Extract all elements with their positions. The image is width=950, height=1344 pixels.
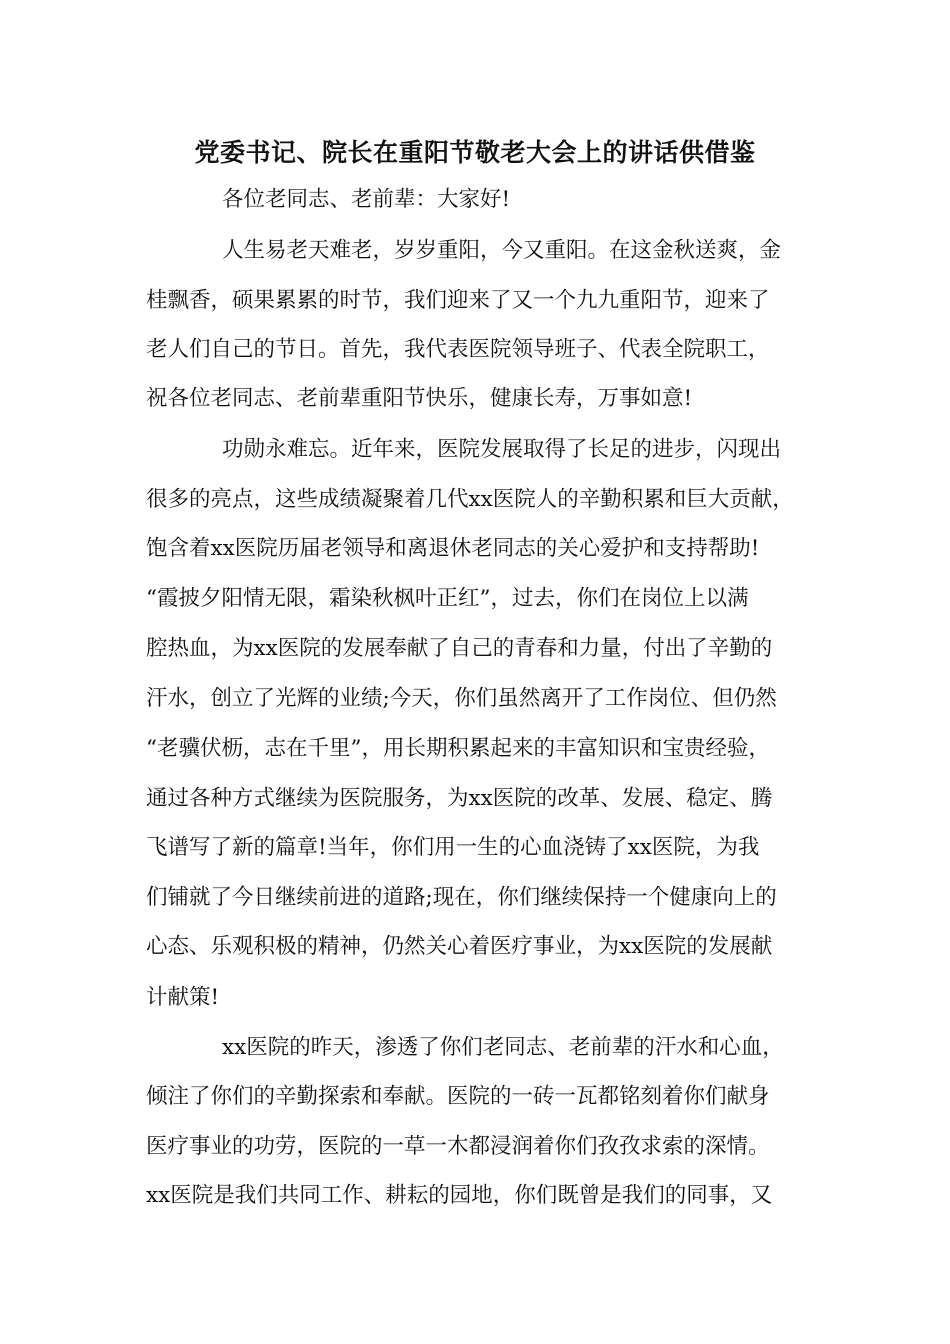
paragraph-line: 计献策! bbox=[146, 985, 220, 1010]
paragraph-line: 心态、乐观积极的精神，仍然关心着医疗事业，为xx医院的发展献 bbox=[146, 934, 773, 959]
paragraph-line: 通过各种方式继续为医院服务，为xx医院的改革、发展、稳定、腾 bbox=[146, 786, 773, 811]
paragraph-line: 饱含着xx医院历届老领导和离退休老同志的关心爱护和支持帮助! bbox=[146, 536, 760, 561]
paragraph-line: 们铺就了今日继续前进的道路;现在，你们继续保持一个健康向上的 bbox=[146, 885, 777, 910]
paragraph-line: 腔热血，为xx医院的发展奉献了自己的青春和力量，付出了辛勤的 bbox=[146, 636, 773, 661]
paragraph-line: 医疗事业的功劳，医院的一草一木都浸润着你们孜孜求索的深情。 bbox=[146, 1134, 770, 1159]
paragraph-line: 很多的亮点，这些成绩凝聚着几代xx医院人的辛勤积累和巨大贡献， bbox=[146, 487, 794, 512]
paragraph-line: 各位老同志、老前辈：大家好! bbox=[222, 187, 511, 212]
paragraph-line: “老骥伏枥，志在千里”，用长期积累起来的丰富知识和宝贵经验， bbox=[146, 736, 770, 761]
paragraph-line: 桂飘香，硕果累累的时节，我们迎来了又一个九九重阳节，迎来了 bbox=[146, 288, 770, 313]
paragraph-line: 倾注了你们的辛勤探索和奉献。医院的一砖一瓦都铭刻着你们献身 bbox=[146, 1084, 770, 1109]
paragraph-line: “霞披夕阳情无限，霜染秋枫叶正红”，过去，你们在岗位上以满 bbox=[146, 586, 749, 611]
paragraph-line: 飞谱写了新的篇章!当年，你们用一生的心血浇铸了xx医院，为我 bbox=[146, 835, 760, 860]
document-title: 党委书记、院长在重阳节敬老大会上的讲话供借鉴 bbox=[194, 138, 756, 167]
paragraph-line: 汗水，创立了光辉的业绩;今天，你们虽然离开了工作岗位、但仍然 bbox=[146, 686, 777, 711]
paragraph-line: 人生易老天难老，岁岁重阳，今又重阳。在这金秋送爽，金 bbox=[222, 238, 782, 263]
paragraph-line: xx医院的昨天，渗透了你们老同志、老前辈的汗水和心血， bbox=[222, 1035, 784, 1060]
paragraph-line: 老人们自己的节日。首先，我代表医院领导班子、代表全院职工， bbox=[146, 337, 770, 362]
paragraph-line: 功勋永难忘。近年来，医院发展取得了长足的进步，闪现出 bbox=[222, 437, 782, 462]
paragraph-line: xx医院是我们共同工作、耕耘的园地，你们既曾是我们的同事，又 bbox=[146, 1183, 773, 1208]
paragraph-line: 祝各位老同志、老前辈重阳节快乐，健康长寿，万事如意! bbox=[146, 386, 693, 411]
